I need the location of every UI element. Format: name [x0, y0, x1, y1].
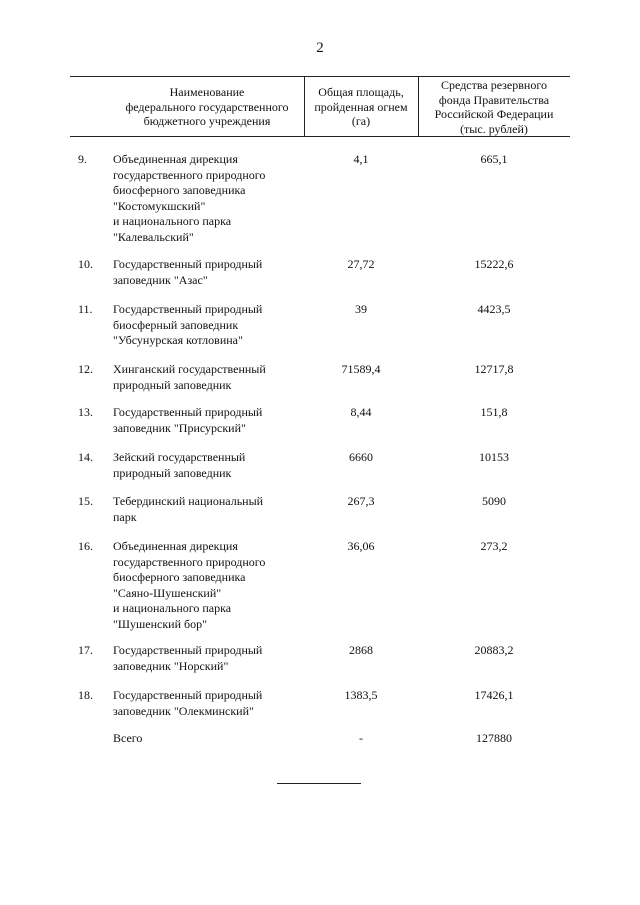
- institution-name-line: Государственный природный: [113, 688, 263, 702]
- header-area-column: Общая площадь, пройденная огнем (га): [314, 85, 408, 128]
- institution-name: [113, 152, 303, 245]
- burned-area: 4,1: [353, 152, 369, 166]
- institution-name: [113, 539, 303, 632]
- institution-name: [113, 643, 303, 674]
- reserve-fund-amount: 17426,1: [474, 688, 514, 702]
- institution-name-line: Государственный природный: [113, 257, 263, 271]
- institution-name: [113, 257, 303, 288]
- row-number: 17.: [78, 643, 93, 657]
- burned-area: 2868: [349, 643, 373, 657]
- institution-name-line: заповедник "Присурский": [113, 420, 246, 435]
- total-label: Всего: [113, 731, 143, 745]
- reserve-fund-amount: 20883,2: [474, 643, 514, 657]
- institution-name-line: "Убсунурская котловина": [113, 333, 243, 347]
- institution-name: [113, 450, 303, 481]
- institution-name-line: Государственный природный: [113, 405, 263, 419]
- reserve-fund-amount: 5090: [482, 494, 506, 508]
- institution-name-line: биосферного заповедника: [113, 183, 246, 197]
- row-number: 13.: [78, 405, 93, 419]
- burned-area: 27,72: [347, 257, 375, 271]
- institution-name-line: "Саяно-Шушенский": [113, 585, 222, 600]
- institution-name-line: биосферный заповедник: [113, 317, 239, 332]
- institution-name: [113, 362, 303, 393]
- institution-name-line: биосферного заповедника: [113, 570, 246, 584]
- institution-name-line: природный заповедник: [113, 465, 232, 480]
- reserve-fund-amount: 15222,6: [474, 257, 514, 271]
- institution-name-line: заповедник "Азас": [113, 272, 208, 287]
- page-number: 2: [316, 40, 324, 56]
- row-number: 11.: [78, 302, 93, 316]
- institution-name-line: и национального парка: [113, 601, 232, 615]
- reserve-fund-amount: 665,1: [480, 152, 508, 166]
- row-number: 16.: [78, 539, 93, 553]
- institution-name-line: государственного природного: [113, 167, 266, 182]
- burned-area: 36,06: [347, 539, 375, 553]
- institution-name-line: Государственный природный: [113, 643, 263, 657]
- burned-area: 1383,5: [344, 688, 378, 702]
- header-name-column: Наименование федерального государственного бюджетного учреждения: [125, 85, 289, 128]
- institution-name-line: и национального парка: [113, 214, 232, 228]
- institution-name: [113, 688, 303, 719]
- institution-name-line: Объединенная дирекция: [113, 539, 238, 553]
- institution-name: [113, 405, 303, 436]
- row-number: 15.: [78, 494, 93, 508]
- institution-name-line: "Калевальский": [113, 229, 194, 244]
- row-number: 14.: [78, 450, 93, 464]
- institution-name-line: Объединенная дирекция: [113, 152, 238, 166]
- institution-name-line: Хинганский государственный: [113, 362, 266, 376]
- institution-name-line: Тебердинский национальный: [113, 494, 264, 508]
- total-area: -: [359, 731, 363, 745]
- table-top-rule: [70, 76, 570, 77]
- reserve-fund-amount: 151,8: [480, 405, 508, 419]
- footer-rule: [277, 783, 361, 784]
- institution-name-line: Государственный природный: [113, 302, 263, 316]
- institution-name-line: заповедник "Норский": [113, 658, 229, 673]
- institution-name-line: Зейский государственный: [113, 450, 246, 464]
- header-bottom-rule: [70, 136, 570, 137]
- reserve-fund-amount: 10153: [479, 450, 509, 464]
- burned-area: 39: [355, 302, 367, 316]
- institution-name: [113, 302, 303, 349]
- row-number: 12.: [78, 362, 93, 376]
- institution-name: [113, 494, 303, 525]
- header-fund-column: Средства резервного фонда Правительства Российской Федерации (тыс. рублей): [434, 78, 554, 136]
- reserve-fund-amount: 273,2: [480, 539, 508, 553]
- institution-name-line: природный заповедник: [113, 377, 232, 392]
- institution-name-line: "Шушенский бор": [113, 616, 207, 631]
- row-number: 10.: [78, 257, 93, 271]
- reserve-fund-amount: 4423,5: [477, 302, 511, 316]
- burned-area: 8,44: [350, 405, 372, 419]
- row-number: 18.: [78, 688, 93, 702]
- burned-area: 267,3: [347, 494, 375, 508]
- institution-name-line: "Костомукшский": [113, 198, 206, 213]
- burned-area: 6660: [349, 450, 373, 464]
- institution-name-line: заповедник "Олекминский": [113, 703, 254, 718]
- total-fund: 127880: [476, 731, 512, 745]
- burned-area: 71589,4: [341, 362, 381, 376]
- institution-name-line: государственного природного: [113, 554, 266, 569]
- row-number: 9.: [78, 152, 87, 166]
- institution-name-line: парк: [113, 509, 137, 524]
- reserve-fund-amount: 12717,8: [474, 362, 514, 376]
